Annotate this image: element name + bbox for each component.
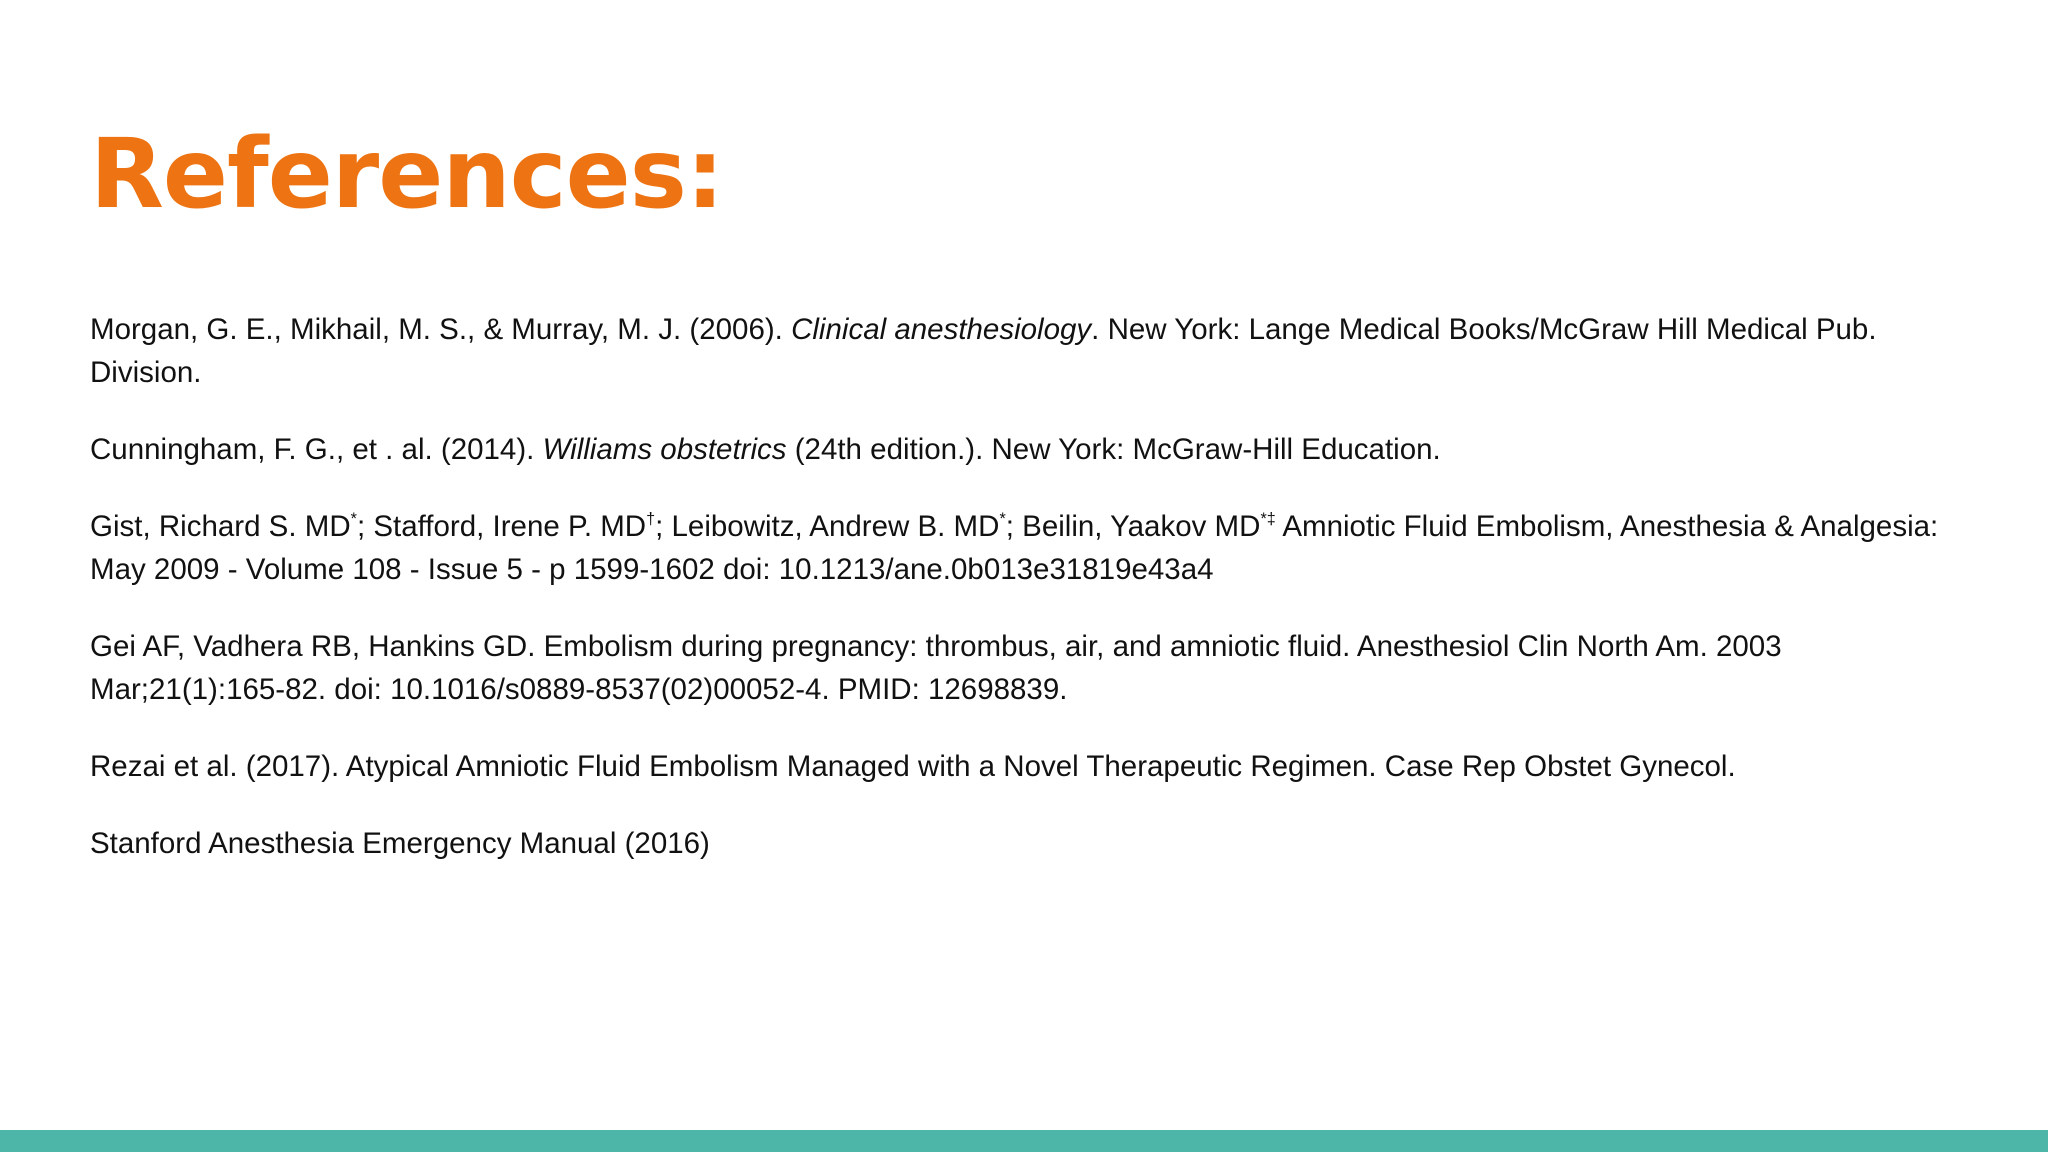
reference-book-title: Williams obstetrics [542,433,787,466]
reference-item-morgan [90,308,1960,394]
author-affiliation-mark: *‡ [1260,509,1276,528]
reference-publisher: . New York: Lange Medical Books/McGraw Hill Medical Pub. Division. [90,313,1877,389]
reference-authors: Morgan, G. E., Mikhail, M. S., & Murray, M. J. (2006). [90,313,792,346]
reference-item-gei: Gei AF, Vadhera RB, Hankins GD. Embolism during pregnancy: thrombus, air, and amniotic fluid. Anesthesiol Clin North Am. 2003 Mar;21(1):165-82. doi: 10.1016/s0889-8537(02)00052-4. PMID: 12698839. [90,630,1782,706]
author-affiliation-mark: * [350,509,357,528]
slide-title: References: [90,118,724,230]
reference-publisher: (24th edition.). New York: McGraw-Hill Education. [786,433,1441,466]
reference-item-rezai: Rezai et al. (2017). Atypical Amniotic Fluid Embolism Managed with a Novel Therapeutic Regimen. Case Rep Obstet Gynecol. [90,750,1736,783]
reference-citation: Amniotic Fluid Embolism, Anesthesia & Analgesia: May 2009 - Volume 108 - Issue 5 - p 1599-1602 doi: 10.1213/ane.0b013e31819e43a4 [90,510,1939,586]
reference-item-gist [90,505,1960,591]
reference-author: ; Beilin, Yaakov MD [1005,510,1261,543]
bottom-accent-bar [0,1130,2048,1152]
reference-item-stanford: Stanford Anesthesia Emergency Manual (2016) [90,827,710,860]
reference-item-cunningham [90,428,1960,471]
reference-author: Gist, Richard S. MD [90,510,351,543]
reference-authors: Cunningham, F. G., et . al. (2014). [90,433,543,466]
reference-author: ; Leibowitz, Andrew B. MD [655,510,1000,543]
author-affiliation-mark: * [999,509,1006,528]
reference-list [90,308,1960,899]
reference-author: ; Stafford, Irene P. MD [356,510,647,543]
author-affiliation-mark: † [646,509,656,528]
reference-book-title: Clinical anesthesiology [791,313,1092,346]
